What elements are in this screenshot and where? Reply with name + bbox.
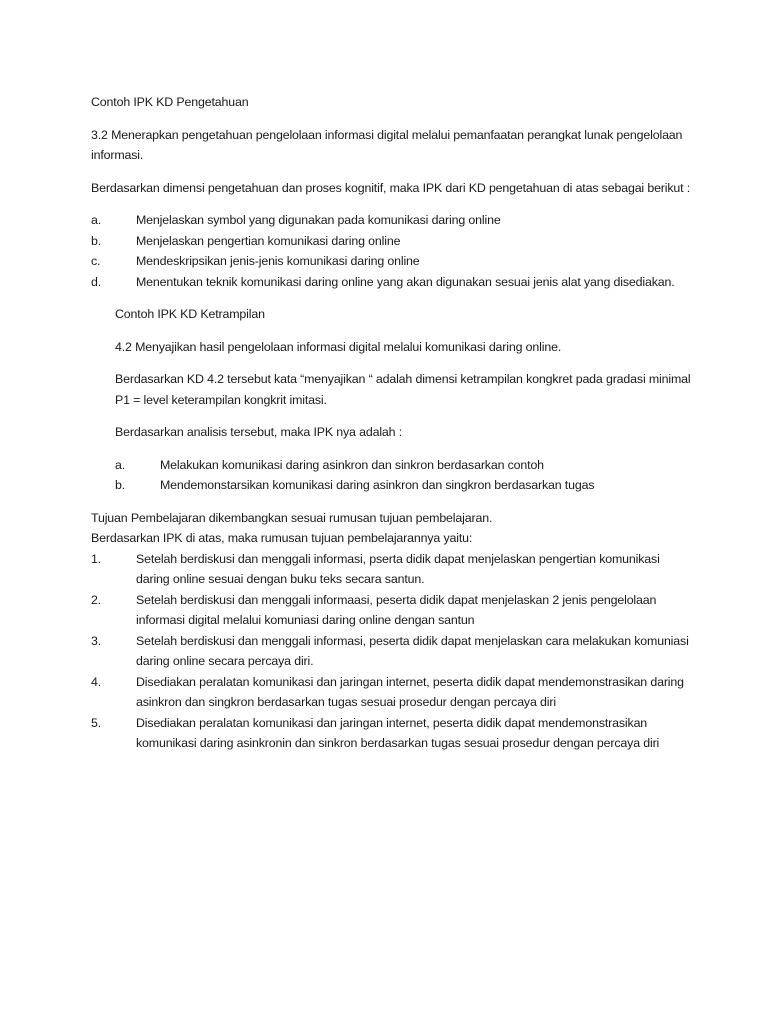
list-marker: b. xyxy=(115,478,126,492)
list-item-text: Menjelaskan symbol yang digunakan pada komunikasi daring online xyxy=(136,213,501,227)
list-item-text: Melakukan komunikasi daring asinkron dan sinkron berdasarkan contoh xyxy=(160,457,544,472)
list-item xyxy=(91,713,691,754)
explanation-paragraph: Berdasarkan KD 4.2 tersebut kata “menyajikan “ adalah dimensi ketrampilan kongkret pada gradasi minimal P1 = level keterampilan kongkrit imitasi. xyxy=(115,372,691,407)
list-marker: a. xyxy=(91,213,102,227)
list-marker: c. xyxy=(91,254,101,268)
ipk-ketrampilan-list xyxy=(115,455,691,496)
list-item xyxy=(91,231,691,252)
list-marker: 3. xyxy=(91,633,102,648)
list-item-text: Disediakan peralatan komunikasi dan jaringan internet, peserta didik dapat mendemonstrasikan komunikasi daring asinkronin dan sinkron berdasarkan tugas sesuai prosedur dengan percaya diri xyxy=(136,715,660,750)
list-marker: d. xyxy=(91,274,102,289)
section-heading-pengetahuan: Contoh IPK KD Pengetahuan xyxy=(91,95,249,109)
list-item xyxy=(115,475,691,496)
tujuan-intro-line-2: Berdasarkan IPK di atas, maka rumusan tujuan pembelajarannya yaitu: xyxy=(91,531,473,545)
list-item-text: Menentukan teknik komunikasi daring online yang akan digunakan sesuai jenis alat yang disediakan. xyxy=(136,274,675,289)
list-marker: 4. xyxy=(91,674,102,689)
list-item-text: Setelah berdiskusi dan menggali informasi, peserta didik dapat menjelaskan cara melakukan komuniasi daring online secara percaya diri. xyxy=(136,633,689,668)
list-item-text: Setelah berdiskusi dan menggali informasi, pserta didik dapat menjelaskan pengertian komunikasi daring online sesuai dengan buku teks secara santun. xyxy=(136,551,660,586)
list-item xyxy=(115,455,691,476)
list-item xyxy=(91,210,691,231)
tujuan-pembelajaran-list xyxy=(91,549,691,754)
list-item-text: Setelah berdiskusi dan menggali informaasi, peserta didik dapat menjelaskan 2 jenis pengelolaan informasi digital melalui komuniasi daring online dengan santun xyxy=(136,592,657,627)
intro-pengetahuan: Berdasarkan dimensi pengetahuan dan proses kognitif, maka IPK dari KD pengetahuan di atas sebagai berikut : xyxy=(91,180,691,195)
list-marker: 1. xyxy=(91,551,102,566)
list-item xyxy=(91,251,691,272)
list-item xyxy=(91,272,691,293)
section-heading-ketrampilan: Contoh IPK KD Ketrampilan xyxy=(115,307,265,321)
list-marker: b. xyxy=(91,233,102,248)
list-item-text: Disediakan peralatan komunikasi dan jaringan internet, peserta didik dapat mendemonstrasikan daring asinkron dan singkron berdasarkan tugas sesuai prosedur dengan percaya diri xyxy=(136,674,684,709)
list-item-text: Mendemonstarsikan komunikasi daring asinkron dan singkron berdasarkan tugas xyxy=(160,478,595,492)
ketrampilan-block xyxy=(91,304,691,496)
document-page xyxy=(91,92,691,754)
tujuan-intro-line: Tujuan Pembelajaran dikembangkan sesuai rumusan tujuan pembelajaran. xyxy=(91,510,493,525)
kd-ketrampilan: 4.2 Menyajikan hasil pengelolaan informasi digital melalui komunikasi daring online. xyxy=(115,339,562,354)
list-marker: 2. xyxy=(91,592,102,607)
list-item xyxy=(91,631,691,672)
list-item xyxy=(91,672,691,713)
ipk-pengetahuan-list xyxy=(91,210,691,292)
list-item-text: Mendeskripsikan jenis-jenis komunikasi daring online xyxy=(136,254,420,268)
list-marker: a. xyxy=(115,457,126,472)
list-item xyxy=(91,590,691,631)
list-marker: 5. xyxy=(91,715,102,730)
list-item xyxy=(91,549,691,590)
list-item-text: Menjelaskan pengertian komunikasi daring online xyxy=(136,233,401,248)
analysis-paragraph: Berdasarkan analisis tersebut, maka IPK nya adalah : xyxy=(115,425,402,439)
kd-pengetahuan: 3.2 Menerapkan pengetahuan pengelolaan informasi digital melalui pemanfaatan perangkat lunak pengelolaan informasi. xyxy=(91,127,683,162)
